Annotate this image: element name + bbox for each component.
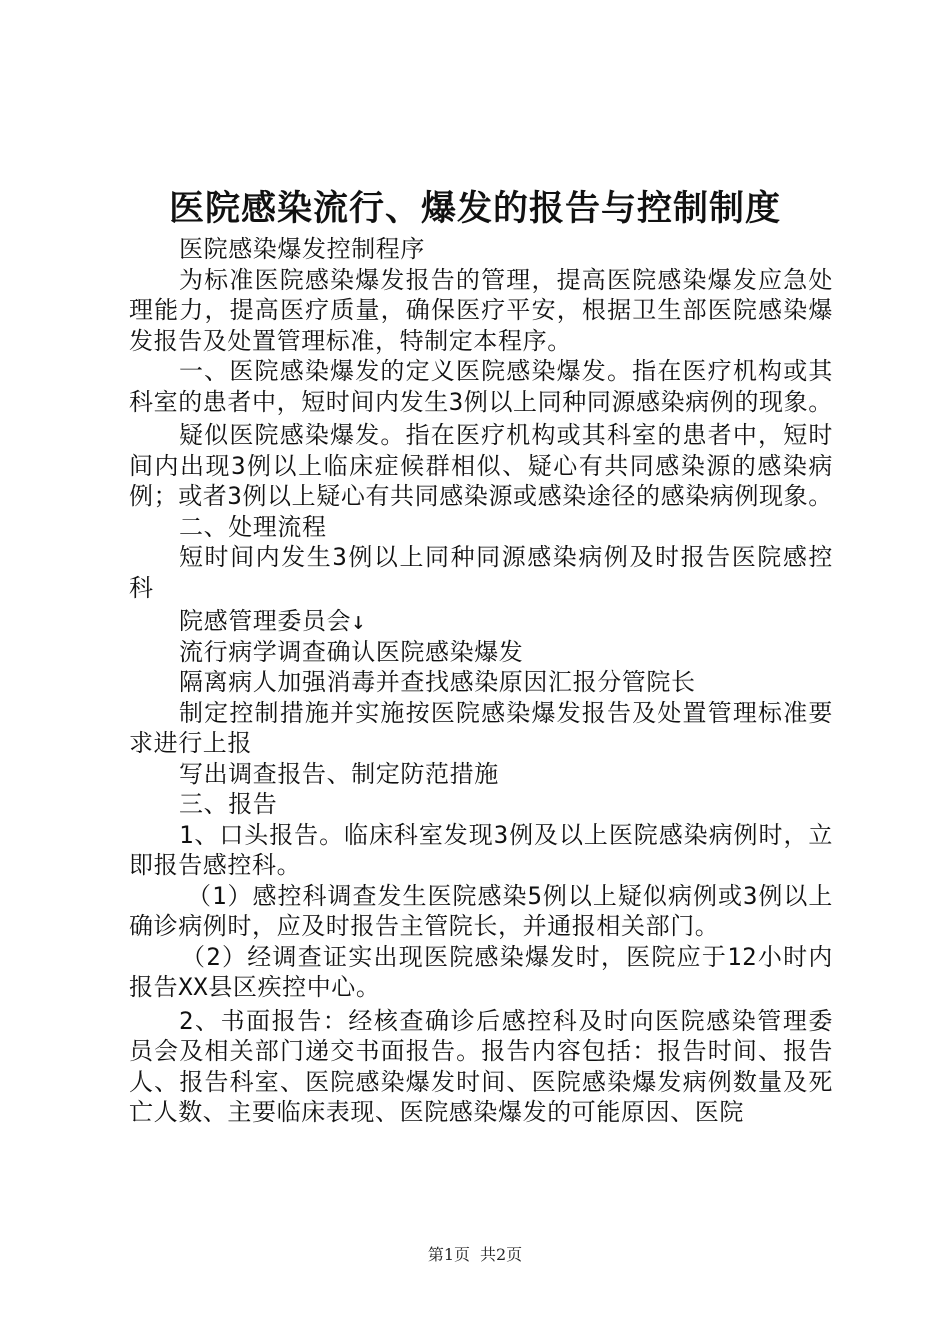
page-total: 共2页 xyxy=(480,1245,523,1264)
flow-step-write-report: 写出调查报告、制定防范措施 xyxy=(179,759,499,788)
flow-step-committee: 院感管理委员会↓ xyxy=(179,607,367,635)
paragraph-purpose: 为标准医院感染爆发报告的管理，提高医院感染爆发应急处理能力，提高医疗质量，确保医疗平安，根据卫生部医院感染爆发报告及处置管理标准，特制定本程序。 xyxy=(129,265,833,355)
section-heading-process: 二、处理流程 xyxy=(179,512,327,541)
paragraph-written-report: 2、书面报告：经核查确诊后感控科及时向医院感染管理委员会及相关部门递交书面报告。报告内容包括：报告时间、报告人、报告科室、医院感染爆发时间、医院感染爆发病例数量及死亡人数、主要临床表现、医院感染爆发的可能原因、医院 xyxy=(129,1006,833,1126)
flow-step-report: 短时间内发生3例以上同种同源感染病例及时报告医院感控科 xyxy=(129,543,833,602)
section-heading-report: 三、报告 xyxy=(179,790,278,818)
flow-step-control: 制定控制措施并实施按医院感染爆发报告及处置管理标准要求进行上报 xyxy=(129,698,833,757)
flow-step-isolate: 隔离病人加强消毒并查找感染原因汇报分管院长 xyxy=(179,668,696,696)
paragraph-oral-report-item-1: （1）感控科调查发生医院感染5例以上疑似病例或3例以上确诊病例时，应及时报告主管院长，并通报相关部门。 xyxy=(129,881,833,940)
paragraph-oral-report-item-2: （2）经调查证实出现医院感染爆发时，医院应于12小时内报告XX县区疾控中心。 xyxy=(129,942,833,1001)
document-body xyxy=(129,234,833,1128)
paragraph-subtitle: 医院感染爆发控制程序 xyxy=(179,235,425,263)
document-title: 医院感染流行、爆发的报告与控制制度 xyxy=(168,188,781,229)
page-footer xyxy=(0,1244,950,1266)
paragraph-oral-report: 1、口头报告。临床科室发现3例及以上医院感染病例时，立即报告感控科。 xyxy=(129,820,833,879)
paragraph-suspected: 疑似医院感染爆发。指在医疗机构或其科室的患者中，短时间内出现3例以上临床症候群相似、疑心有共同感染源的感染病例；或者3例以上疑心有共同感染源或感染途径的感染病例现象。 xyxy=(129,421,833,510)
paragraph-definition: 一、医院感染爆发的定义医院感染爆发。指在医疗机构或其科室的患者中，短时间内发生3例以上同种同源感染病例的现象。 xyxy=(129,357,833,416)
flow-step-investigate: 流行病学调查确认医院感染爆发 xyxy=(179,637,524,666)
page-number: 第1页 xyxy=(427,1245,470,1264)
